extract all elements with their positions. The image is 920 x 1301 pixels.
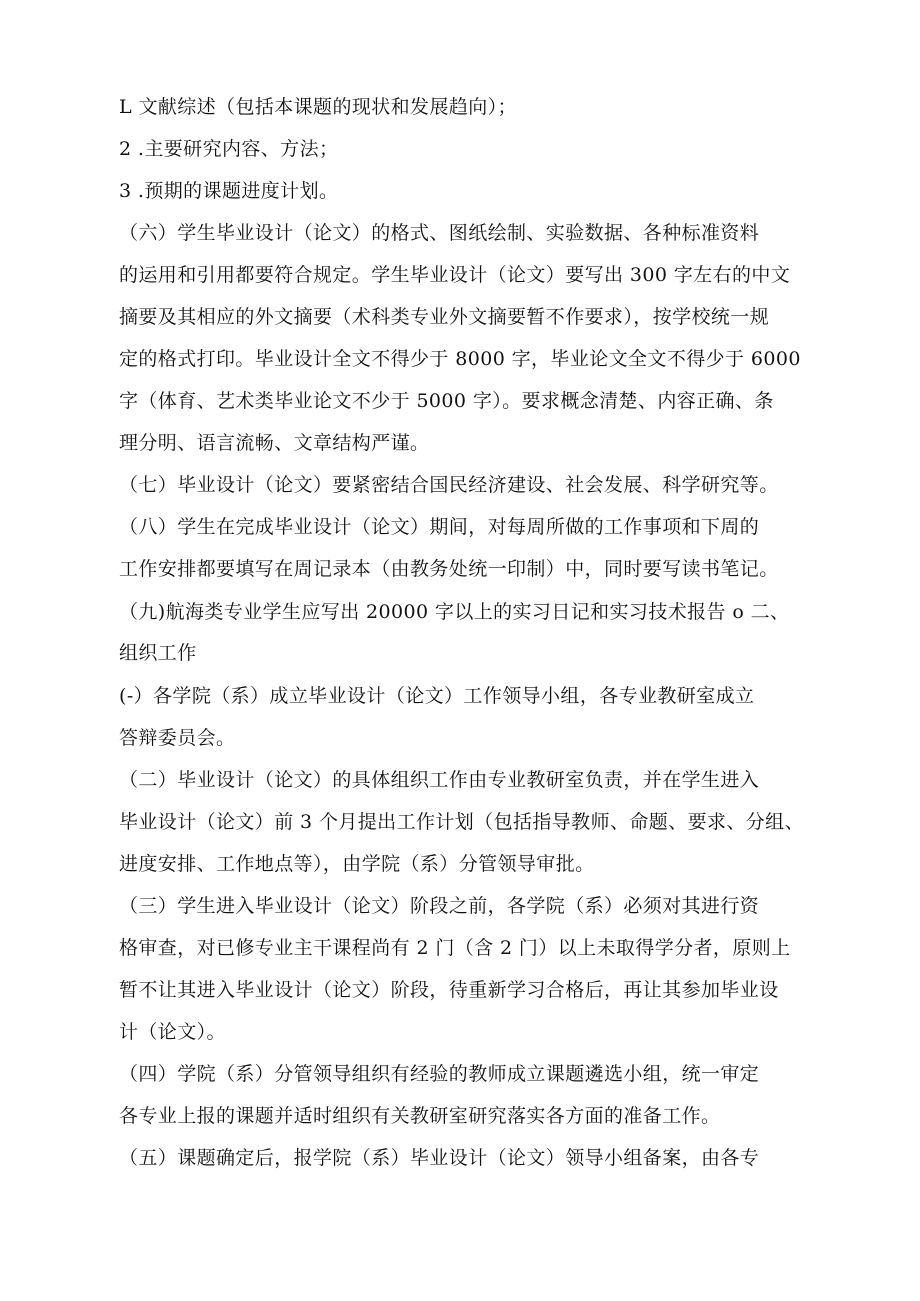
org-item-2-line-1: （二）毕业设计（论文）的具体组织工作由专业教研室负责，并在学生进入: [119, 769, 760, 791]
org-item-4-line-2: 各专业上报的课题并适时组织有关教研室研究落实各方面的准备工作。: [119, 1105, 721, 1127]
paragraph-6-line-1: （六）学生毕业设计（论文）的格式、图纸绘制、实验数据、各种标准资料: [119, 222, 760, 244]
org-item-5-line-1: （五）课题确定后，报学院（系）毕业设计（论文）领导小组备案，由各专: [119, 1147, 760, 1169]
section-heading-organization: 组织工作: [119, 642, 197, 664]
paragraph-9-line-1: （九)航海类专业学生应写出 20000 字以上的实习日记和实习技术报告 o 二、: [119, 601, 790, 623]
org-item-3-line-3: 暂不让其进入毕业设计（论文）阶段，待重新学习合格后，再让其参加毕业设: [119, 979, 779, 1001]
org-item-2-line-2: 毕业设计（论文）前 3 个月提出工作计划（包括指导教师、命题、要求、分组、: [119, 811, 804, 833]
org-item-1-line-1: (-）各学院（系）成立毕业设计（论文）工作领导小组，各专业教研室成立: [119, 685, 755, 707]
org-item-3-line-4: 计（论文）。: [119, 1021, 226, 1043]
paragraph-6-line-4: 定的格式打印。毕业设计全文不得少于 8000 字，毕业论文全文不得少于 6000: [119, 348, 801, 370]
paragraph-6-line-2: 的运用和引用都要符合规定。学生毕业设计（论文）要写出 300 字左右的中文: [119, 264, 791, 286]
paragraph-8-line-2: 工作安排都要填写在周记录本（由教务处统一印制）中，同时要写读书笔记。: [119, 558, 779, 580]
paragraph-6-line-3: 摘要及其相应的外文摘要（术科类专业外文摘要暂不作要求），按学校统一规: [119, 306, 770, 328]
paragraph-7: （七）毕业设计（论文）要紧密结合国民经济建设、社会发展、科学研究等。: [119, 474, 779, 496]
list-item-3: 3 .预期的课题进度计划。: [119, 180, 339, 202]
paragraph-6-line-6: 理分明、语言流畅、文章结构严谨。: [119, 432, 430, 454]
org-item-3-line-2: 格审查，对已修专业主干课程尚有 2 门（含 2 门）以上未取得学分者，原则上: [119, 937, 791, 959]
org-item-1-line-2: 答辩委员会。: [119, 727, 236, 749]
paragraph-6-line-5: 字（体育、艺术类毕业论文不少于 5000 字）。要求概念清楚、内容正确、条: [119, 390, 774, 412]
list-item-2: 2 .主要研究内容、方法；: [119, 138, 339, 160]
org-item-4-line-1: （四）学院（系）分管领导组织有经验的教师成立课题遴选小组，统一审定: [119, 1063, 760, 1085]
list-item-1: L 文献综述（包括本课题的现状和发展趋向）；: [119, 96, 517, 118]
org-item-2-line-3: 进度安排、工作地点等），由学院（系）分管领导审批。: [119, 853, 595, 875]
paragraph-8-line-1: （八）学生在完成毕业设计（论文）期间，对每周所做的工作事项和下周的: [119, 516, 760, 538]
org-item-3-line-1: （三）学生进入毕业设计（论文）阶段之前，各学院（系）必须对其进行资: [119, 895, 760, 917]
